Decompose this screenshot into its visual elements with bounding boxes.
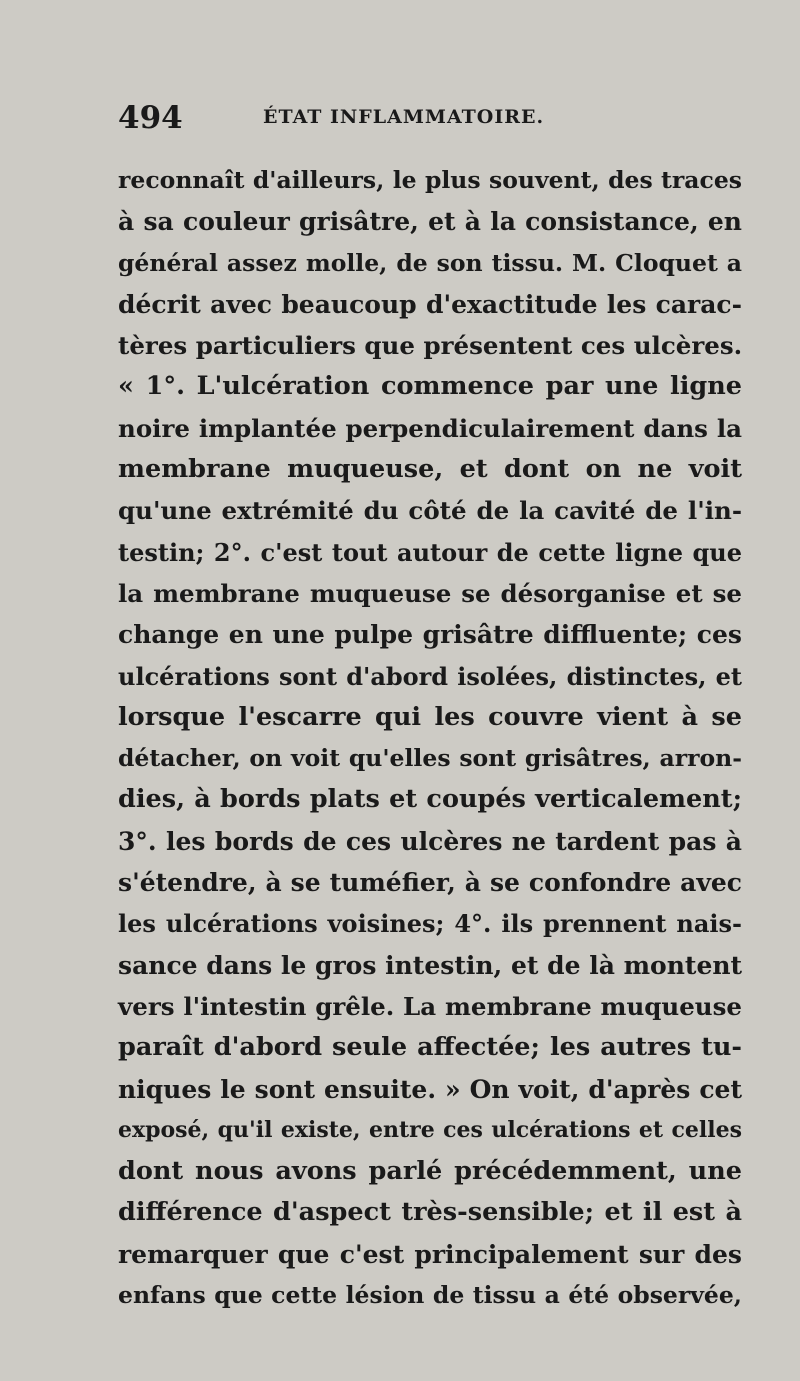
text-line: sance dans le gros intestin, et de là montent bbox=[118, 950, 743, 980]
text-line: lorsque l'escarre qui les couvre vient à se bbox=[118, 701, 742, 732]
text-line: 3°. les bords de ces ulcères ne tardent pas à bbox=[118, 826, 742, 856]
text-line: général assez molle, de son tissu. M. Cloquet a bbox=[118, 248, 742, 277]
text-line: paraît d'abord seule affectée; les autres tu- bbox=[118, 1032, 742, 1063]
text-line: reconnaît d'ailleurs, le plus souvent, des traces bbox=[118, 166, 742, 194]
text-line: la membrane muqueuse se désorganise et se bbox=[118, 578, 742, 608]
text-line: membrane muqueuse, et dont on ne voit bbox=[118, 454, 742, 485]
running-head: ÉTAT INFLAMMATOIRE. bbox=[263, 106, 545, 128]
text-line: dont nous avons parlé précédemment, une bbox=[118, 1156, 742, 1187]
text-line: les ulcérations voisines; 4°. ils prennent nais- bbox=[118, 909, 742, 939]
text-line: niques le sont ensuite. » On voit, d'après cet bbox=[118, 1074, 742, 1104]
text-line: testin; 2°. c'est tout autour de cette ligne que bbox=[118, 537, 742, 567]
page-header bbox=[118, 100, 738, 136]
body-text bbox=[118, 160, 742, 1316]
text-line: décrit avec beaucoup d'exactitude les carac- bbox=[118, 289, 742, 319]
text-line: change en une pulpe grisâtre diffluente; ces bbox=[118, 620, 742, 650]
text-line: enfans que cette lésion de tissu a été observée, bbox=[118, 1281, 742, 1310]
text-line: noire implantée perpendiculairement dans la bbox=[118, 413, 742, 443]
text-line: à sa couleur grisâtre, et à la consistance, en bbox=[118, 207, 742, 237]
text-line: qu'une extrémité du côté de la cavité de l'in- bbox=[118, 496, 742, 526]
page-number: 494 bbox=[118, 100, 183, 136]
text-line: remarquer que c'est principalement sur des bbox=[118, 1239, 742, 1269]
text-line: dies, à bords plats et coupés verticalement; bbox=[118, 784, 742, 815]
text-line: tères particuliers que présentent ces ulcères. bbox=[118, 331, 743, 361]
text-line: vers l'intestin grêle. La membrane muqueuse bbox=[118, 991, 742, 1021]
text-line: détacher, on voit qu'elles sont grisâtres, arron- bbox=[118, 744, 742, 773]
text-line: différence d'aspect très-sensible; et il est à bbox=[118, 1197, 742, 1228]
text-line: s'étendre, à se tuméfier, à se confondre avec bbox=[118, 868, 742, 898]
text-line: exposé, qu'il existe, entre ces ulcérations et celles bbox=[118, 1116, 742, 1143]
text-line: « 1°. L'ulcération commence par une ligne bbox=[118, 371, 742, 402]
text-line: ulcérations sont d'abord isolées, distinctes, et bbox=[118, 661, 742, 691]
